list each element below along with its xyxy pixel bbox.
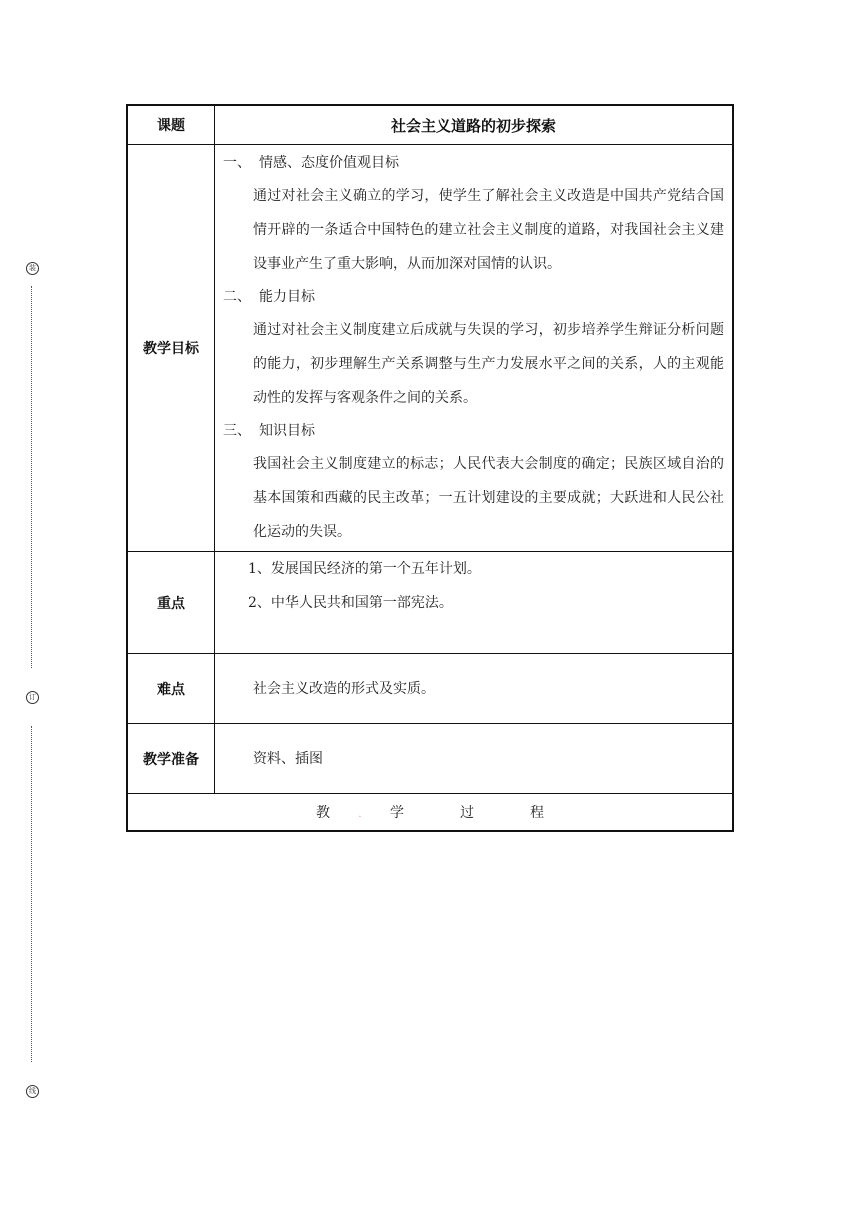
key-point-item: 1、发展国民经济的第一个五年计划。 [248,561,481,577]
topic-title: 社会主义道路的初步探索 [215,105,734,145]
process-word: 教 [316,805,330,821]
binding-mark-bottom: 线 [26,1085,39,1098]
objective-number: 二、 [223,289,251,305]
lesson-plan-table [126,104,734,832]
objective-heading-2 [215,281,732,313]
key-points-cell [215,552,734,654]
difficulty-text: 社会主义改造的形式及实质。 [253,680,435,697]
binding-mark-top: 装 [26,262,39,275]
process-word: 过 [460,805,474,821]
key-points-label: 重点 [127,552,215,654]
objective-number: 一、 [223,155,251,171]
objective-heading-text: 知识目标 [259,423,315,439]
preparation-text: 资料、插图 [253,750,323,767]
objective-heading-3 [215,415,732,447]
objective-paragraph-3: 我国社会主义制度建立的标志；人民代表大会制度的确定；民族区域自治的基本国策和西藏的民主改革；一五计划建设的主要成就；大跃进和人民公社化运动的失误。 [253,456,724,540]
topic-row [127,105,733,145]
objective-paragraph-1: 通过对社会主义确立的学习，使学生了解社会主义改造是中国共产党结合国情开辟的一条适合中国特色的建立社会主义制度的道路，对我国社会主义建设事业产生了重大影响，从而加深对国情的认识。 [253,188,724,272]
objective-heading-1 [215,147,732,179]
key-point-item: 2、中华人民共和国第一部宪法。 [248,595,453,611]
objective-number: 三、 [223,423,251,439]
topic-label: 课题 [127,105,215,145]
process-word: 程 [530,805,544,821]
objective-heading-text: 情感、态度价值观目标 [259,155,399,171]
objective-paragraph-2: 通过对社会主义制度建立后成就与失误的学习，初步培养学生辩证分析问题的能力，初步理解生产关系调整与生产力发展水平之间的关系，人的主观能动性的发挥与客观条件之间的关系。 [253,322,724,406]
process-heading [127,794,733,832]
difficulty-cell [215,654,734,724]
preparation-cell [215,724,734,794]
process-word: 学 [390,805,404,821]
objectives-cell [215,145,734,552]
objective-heading-text: 能力目标 [259,289,315,305]
process-row [127,794,733,832]
preparation-row [127,724,733,794]
objectives-label: 教学目标 [127,145,215,552]
preparation-label: 教学准备 [127,724,215,794]
stray-dot-mark: . [358,809,362,820]
binding-dotted-line-upper [31,286,32,668]
objectives-row [127,145,733,552]
binding-dotted-line-lower [31,726,32,1062]
difficulty-label: 难点 [127,654,215,724]
binding-mark-middle: 订 [26,691,39,704]
difficulty-row [127,654,733,724]
key-points-row [127,552,733,654]
